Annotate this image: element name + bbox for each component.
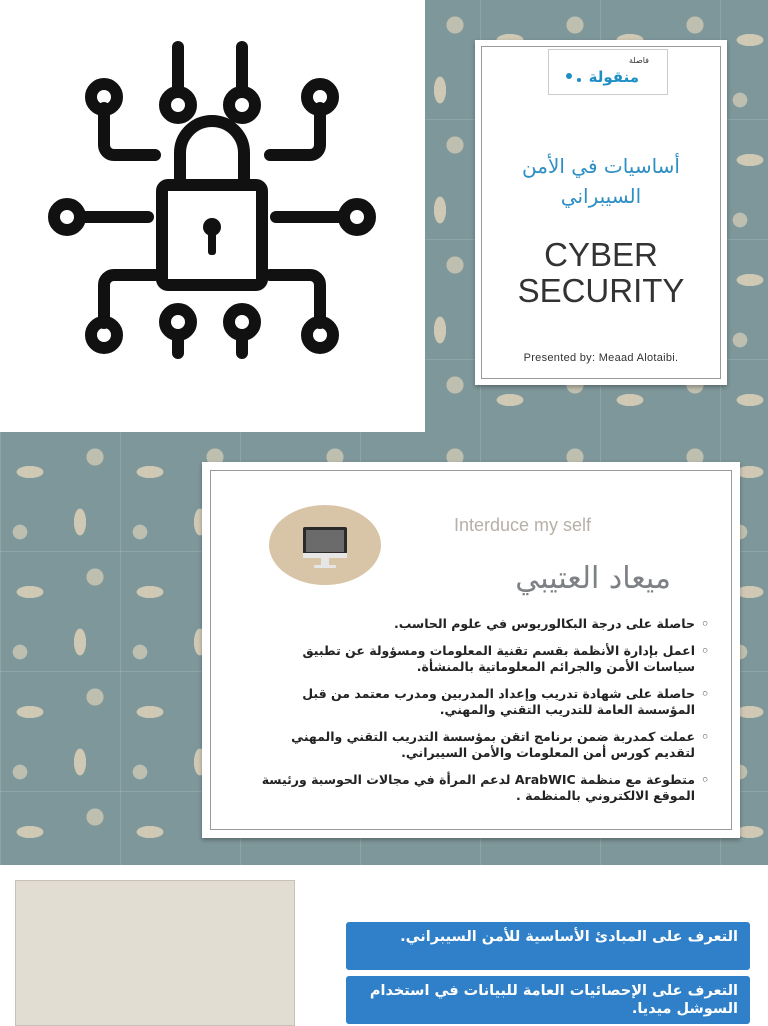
list-item: ◦ متطوعة مع منظمة ArabWIC لدعم المرأة في مجالات الحوسبة ورئيسة الموقع الالكتروني بالمنظمة .	[259, 772, 709, 804]
interduce-heading: Interduce my self	[454, 515, 592, 535]
title-card-border	[481, 46, 721, 379]
list-item: ◦ حاصلة على درجة البكالوريوس في علوم الحاسب.	[259, 616, 709, 632]
publisher-logo	[548, 49, 668, 95]
english-title	[482, 237, 720, 309]
slide-intro	[0, 432, 768, 865]
objective-box: التعرف على الإحصائيات العامة للبيانات في استخدام السوشل ميديا.	[346, 976, 750, 1024]
lock-circuit-icon	[30, 35, 395, 375]
lock-image-panel	[0, 0, 425, 432]
presenter-name: ميعاد العتيبي	[515, 561, 671, 596]
bio-card-border	[210, 470, 732, 830]
bio-list	[259, 616, 709, 815]
slide-objectives	[0, 865, 768, 1024]
list-item: ◦ عملت كمدربة ضمن برنامج اتقن بمؤسسة التدريب التقني والمهني لتقديم كورس أمن المعلومات والأمن السيبراني.	[259, 729, 709, 761]
image-placeholder	[15, 880, 295, 1026]
presented-by: Presented by: Meaad Alotaibi.	[523, 352, 679, 364]
arabic-title: أساسيات في الأمن السيبراني	[522, 154, 680, 208]
english-title-line1: CYBER	[544, 236, 658, 273]
slide-title	[0, 0, 768, 432]
svg-text:منقولة: منقولة	[588, 68, 639, 86]
svg-text:فاصلة: فاصلة	[629, 56, 649, 65]
list-item: ◦ حاصلة على شهادة تدريب وإعداد المدربين ومدرب معتمد من قبل المؤسسة العامة للتدريب التقني والمهني.	[259, 686, 709, 718]
objective-box: التعرف على المبادئ الأساسية للأمن السيبراني.	[346, 922, 750, 970]
bio-card	[202, 462, 740, 838]
title-card	[475, 40, 727, 385]
english-title-line2: SECURITY	[517, 272, 685, 309]
list-item: ◦ اعمل بإدارة الأنظمة بقسم تقنية المعلومات ومسؤولة عن تطبيق سياسات الأمن والجرائم المعلوماتية بالمنشأة.	[259, 643, 709, 675]
